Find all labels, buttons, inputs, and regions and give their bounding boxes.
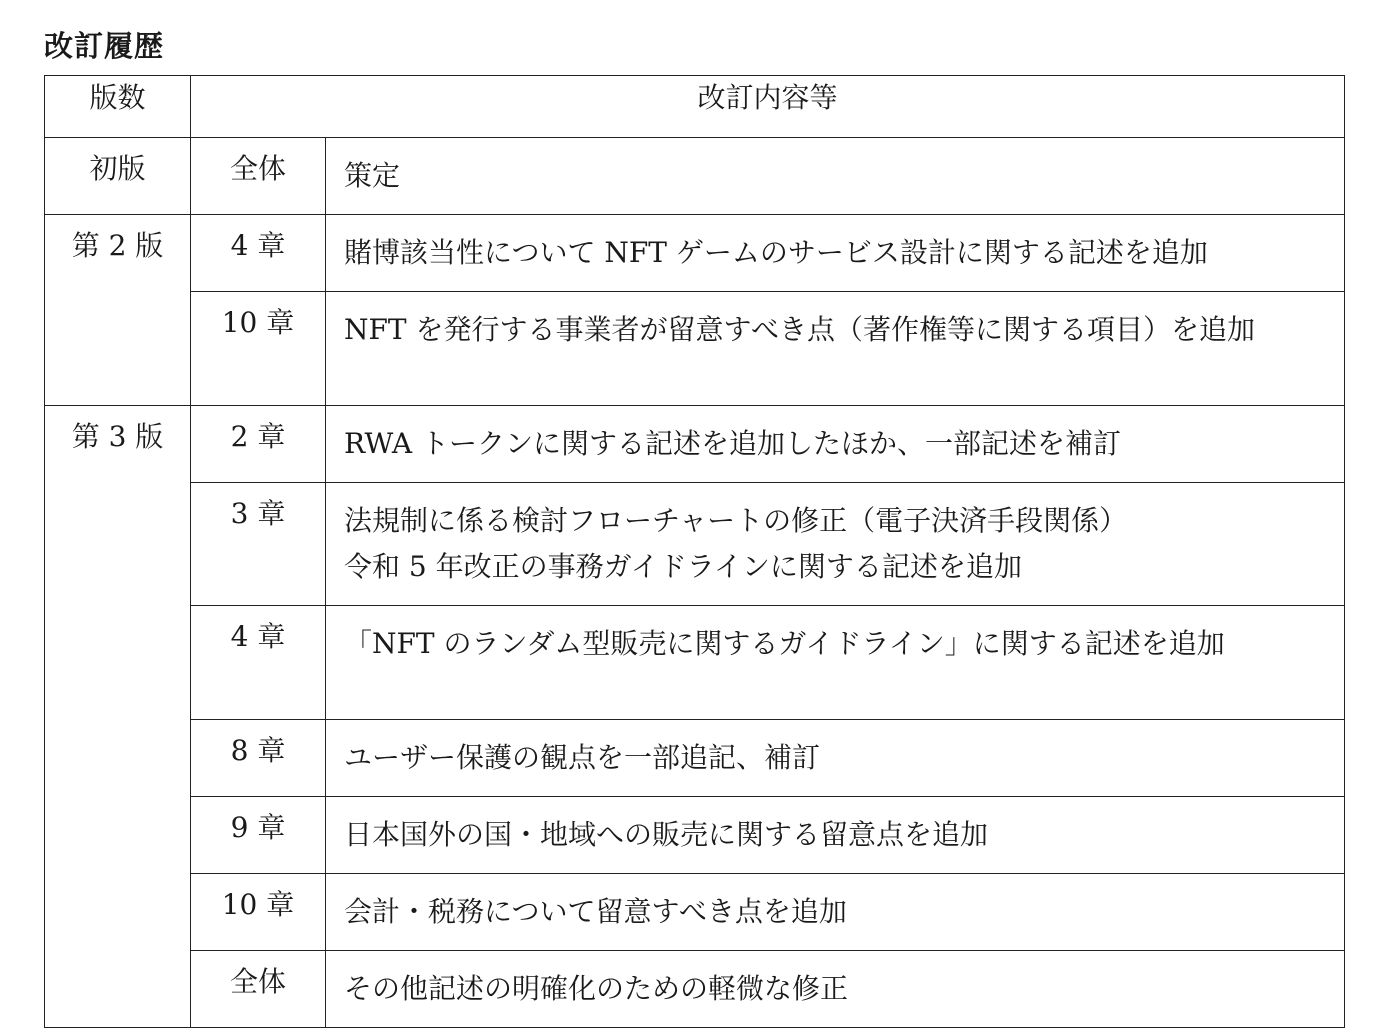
content-line: 策定 (344, 159, 401, 192)
table-row (45, 797, 1345, 874)
content-cell (326, 951, 1345, 1028)
chapter-cell: 8 章 (191, 720, 326, 797)
header-content: 改訂内容等 (191, 76, 1345, 138)
table-row (45, 406, 1345, 483)
content-line: NFT を発行する事業者が留意すべき点（著作権等に関する項目）を追加 (344, 313, 1255, 346)
header-version: 版数 (45, 76, 191, 138)
chapter-cell: 全体 (191, 951, 326, 1028)
revision-history-table (44, 75, 1345, 1028)
content-cell (326, 292, 1345, 406)
content-line: その他記述の明確化のための軽微な修正 (344, 972, 849, 1005)
table-row (45, 138, 1345, 215)
table-row (45, 874, 1345, 951)
chapter-cell: 4 章 (191, 606, 326, 720)
content-cell (326, 606, 1345, 720)
table-row (45, 951, 1345, 1028)
chapter-cell: 10 章 (191, 874, 326, 951)
content-cell (326, 874, 1345, 951)
content-cell (326, 215, 1345, 292)
version-cell: 第 3 版 (45, 406, 191, 1028)
version-cell: 初版 (45, 138, 191, 215)
content-cell (326, 406, 1345, 483)
table-row (45, 215, 1345, 292)
chapter-cell: 3 章 (191, 483, 326, 606)
table-row (45, 606, 1345, 720)
content-line: 日本国外の国・地域への販売に関する留意点を追加 (344, 818, 989, 851)
table-row (45, 483, 1345, 606)
content-cell (326, 720, 1345, 797)
content-line: 「NFT のランダム型販売に関するガイドライン」に関する記述を追加 (344, 627, 1225, 660)
table-header-row (45, 76, 1345, 138)
content-line: RWA トークンに関する記述を追加したほか、一部記述を補訂 (344, 427, 1121, 460)
content-cell (326, 797, 1345, 874)
chapter-cell: 2 章 (191, 406, 326, 483)
chapter-cell: 4 章 (191, 215, 326, 292)
document-title: 改訂履歴 (44, 29, 165, 63)
content-line: 会計・税務について留意すべき点を追加 (344, 895, 847, 928)
table-row (45, 292, 1345, 406)
version-cell: 第 2 版 (45, 215, 191, 406)
content-line: ユーザー保護の観点を一部追記、補訂 (344, 741, 821, 774)
content-line: 令和 5 年改正の事務ガイドラインに関する記述を追加 (344, 550, 1022, 583)
content-cell (326, 138, 1345, 215)
table-row (45, 720, 1345, 797)
content-cell (326, 483, 1345, 606)
content-line: 法規制に係る検討フローチャートの修正（電子決済手段関係） (344, 504, 1128, 537)
chapter-cell: 9 章 (191, 797, 326, 874)
chapter-cell: 10 章 (191, 292, 326, 406)
chapter-cell: 全体 (191, 138, 326, 215)
content-line: 賭博該当性について NFT ゲームのサービス設計に関する記述を追加 (344, 236, 1208, 269)
